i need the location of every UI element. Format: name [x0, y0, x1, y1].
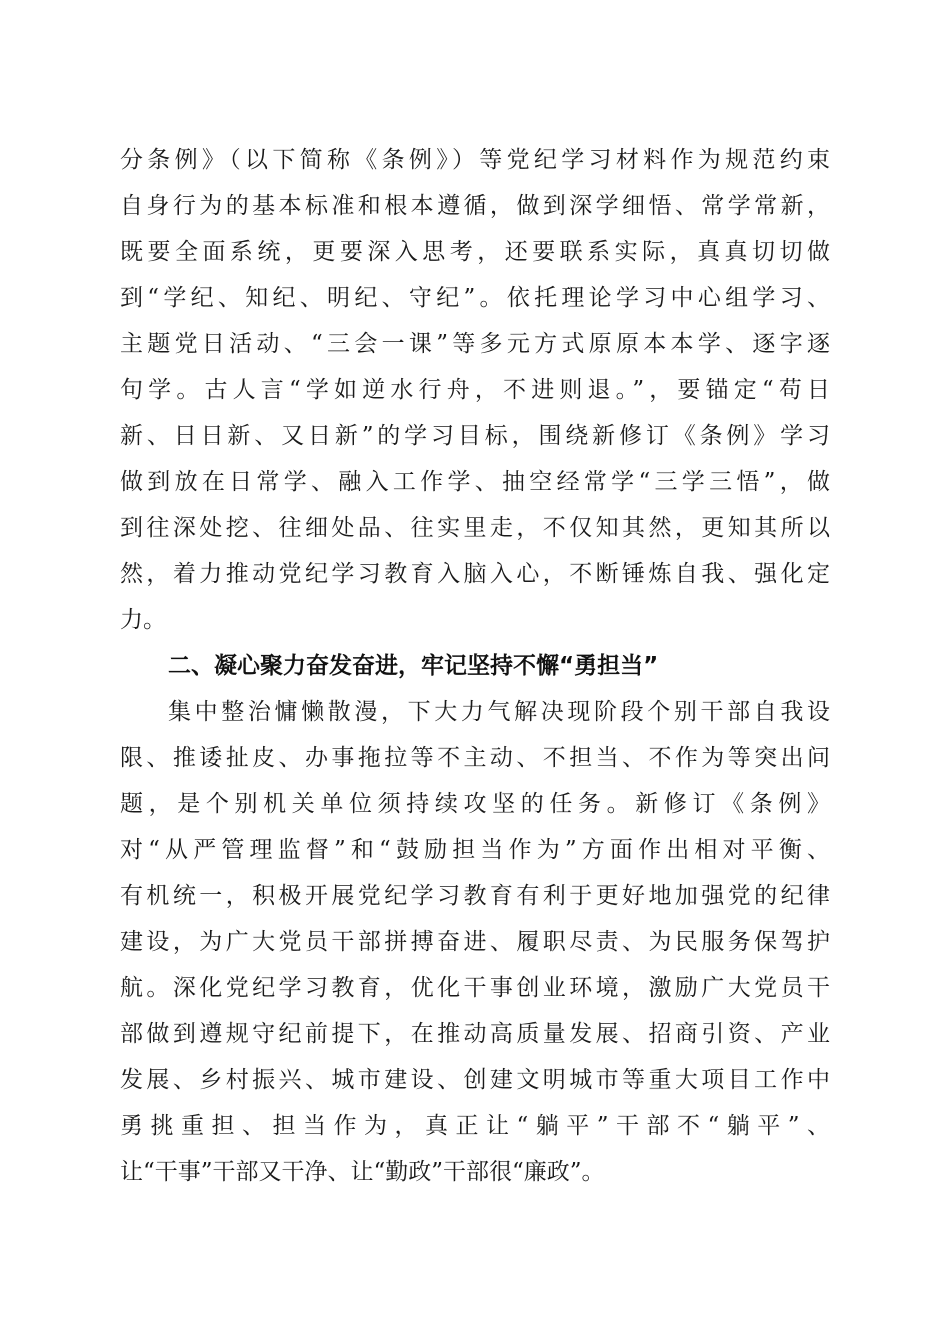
paragraph-line: 自身行为的基本标准和根本遵循，做到深学细悟、常学常新， [120, 193, 830, 219]
paragraph-line: 分条例》（以下简称《条例》）等党纪学习材料作为规范约束 [120, 147, 830, 173]
paragraph-line: 让“干事”干部又干净、让“勤政”干部很“廉政”。 [120, 1159, 605, 1185]
paragraph-line: 有机统一，积极开展党纪学习教育有利于更好地加强党的纪律 [120, 883, 830, 909]
paragraph-line: 到往深处挖、往细处品、往实里走，不仅知其然，更知其所以 [120, 515, 830, 541]
paragraph-line: 勇挑重担、担当作为，真正让“躺平”干部不“躺平”、 [120, 1113, 830, 1139]
paragraph-line: 对“从严管理监督”和“鼓励担当作为”方面作出相对平衡、 [120, 837, 830, 863]
paragraph-line: 发展、乡村振兴、城市建设、创建文明城市等重大项目工作中 [120, 1067, 830, 1093]
paragraph-line: 句学。古人言“学如逆水行舟，不进则退。”，要锚定“苟日 [120, 377, 830, 403]
paragraph-line: 新、日日新、又日新”的学习目标，围绕新修订《条例》学习 [120, 423, 830, 449]
paragraph-line: 集中整治慵懒散漫，下大力气解决现阶段个别干部自我设 [168, 699, 830, 725]
paragraph-line: 做到放在日常学、融入工作学、抽空经常学“三学三悟”，做 [120, 469, 830, 495]
paragraph-line: 力。 [120, 607, 166, 633]
section-heading: 二、凝心聚力奋发奋进，牢记坚持不懈“勇担当” [168, 653, 659, 679]
paragraph-line: 部做到遵规守纪前提下，在推动高质量发展、招商引资、产业 [120, 1021, 830, 1047]
paragraph-line: 航。深化党纪学习教育，优化干事创业环境，激励广大党员干 [120, 975, 830, 1001]
paragraph-line: 建设，为广大党员干部拼搏奋进、履职尽责、为民服务保驾护 [120, 929, 830, 955]
paragraph-line: 题，是个别机关单位须持续攻坚的任务。新修订《条例》 [120, 791, 830, 817]
paragraph-line: 然，着力推动党纪学习教育入脑入心，不断锤炼自我、强化定 [120, 561, 830, 587]
paragraph-line: 既要全面系统，更要深入思考，还要联系实际，真真切切做 [120, 239, 830, 265]
paragraph-line: 到“学纪、知纪、明纪、守纪”。依托理论学习中心组学习、 [120, 285, 830, 311]
paragraph-line: 主题党日活动、“三会一课”等多元方式原原本本学、逐字逐 [120, 331, 830, 357]
paragraph-line: 限、推诿扯皮、办事拖拉等不主动、不担当、不作为等突出问 [120, 745, 830, 771]
